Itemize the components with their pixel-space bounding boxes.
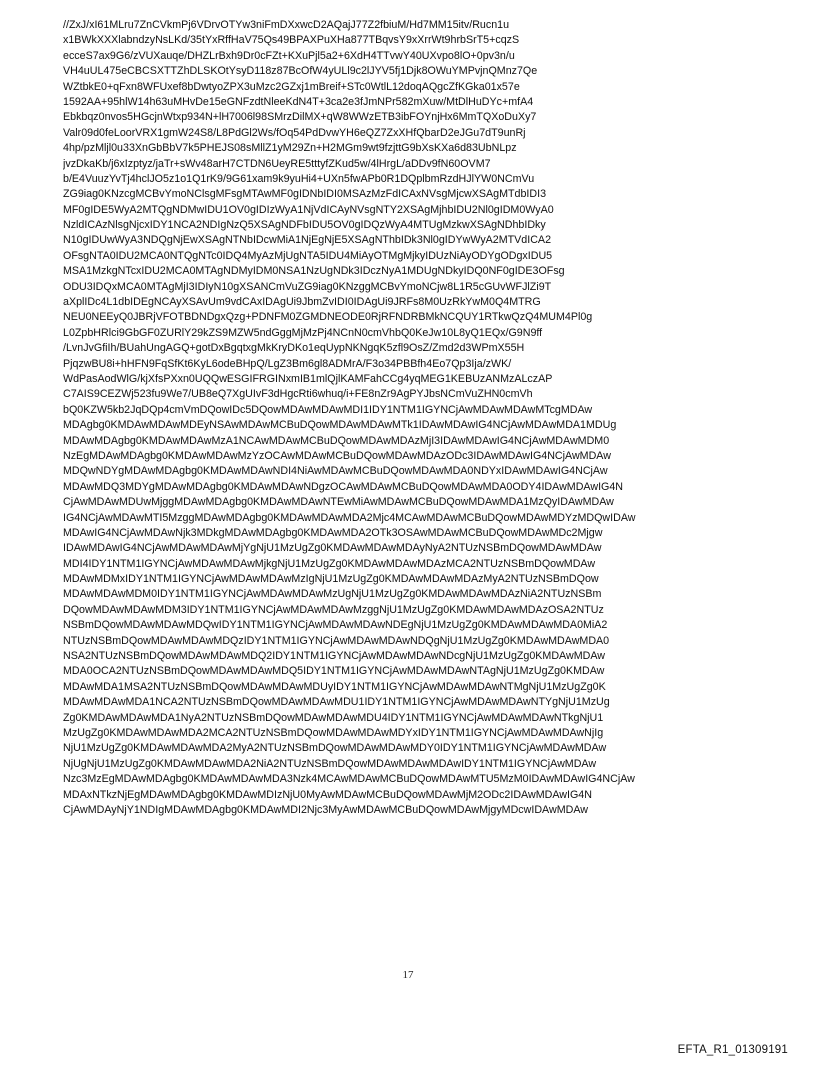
text-line: Ebkbqz0nvos5HGcjnWtxp934N+lH7006l98SMrzDilMX+qW8WWzETB3ibFOYnjHx6MmTQXoDuXy7 <box>63 111 537 124</box>
text-line: N10gIDUwWyA3NDQgNjEwXSAgNTNbIDcwMiA1NjEgNjE5XSAgNThbIDk3Nl0gIDYwWyA2MTVdICA2 <box>63 234 552 247</box>
text-line: ZG9iag0KNzcgMCBvYmoNClsgMFsgMTAwMF0gIDNbIDI0MSAzMzFdICAxNVsgMjcwXSAgMTdbIDI3 <box>63 188 547 201</box>
text-line: NzEgMDAwMDAgbg0KMDAwMDAwMzYzOCAwMDAwMCBuDQowMDAwMDAzODc3IDAwMDAwIG4NCjAwMDAw <box>63 449 611 462</box>
text-line: bQ0KZW5kb2JqDQp4cmVmDQowIDc5DQowMDAwMDAwMDI1IDY1NTM1IGYNCjAwMDAwMDAwMTcgMDAw <box>63 403 593 416</box>
encoded-text-block <box>63 18 763 818</box>
text-line: ODU3IDQxMCA0MTAgMjI3IDIyN10gXSANCmVuZG9iag0KNzggMCBvYmoNCjw8L1R5cGUvWFJlZi9T <box>63 280 552 293</box>
text-line: NTUzNSBmDQowMDAwMDAwMDQzIDY1NTM1IGYNCjAwMDAwMDAwNDQgNjU1MzUgZg0KMDAwMDAwMDA0 <box>63 634 610 647</box>
text-line: NjU1MzUgZg0KMDAwMDAwMDA2MyA2NTUzNSBmDQowMDAwMDAwMDY0IDY1NTM1IGYNCjAwMDAwMDAw <box>63 742 607 755</box>
text-line: /LvnJvGfiIh/BUahUngAGQ+gotDxBgqtxgMkKryDKo1eqUypNKNgqK5zfl9OsZ/Zmd2d3WPmX55H <box>63 342 525 355</box>
text-line: L0ZpbHRlci9GbGF0ZURlY29kZS9MZW5ndGggMjMzPj4NCnN0cmVhbQ0KeJw10L8yQ1EQx/G9N9ff <box>63 326 543 339</box>
text-line: MDAwMDMxIDY1NTM1IGYNCjAwMDAwMDAwMzIgNjU1MzUgZg0KMDAwMDAwMDAzMyA2NTUzNSBmDQow <box>63 573 599 586</box>
text-line: x1BWkXXXlabndzyNsLKd/35tYxRffHaV75Qs49BPAXPuXHa877TBqvsY9xXrrWt9hrbSrT5+cqzS <box>63 34 520 47</box>
text-line: DQowMDAwMDAwMDM3IDY1NTM1IGYNCjAwMDAwMDAwMzggNjU1MzUgZg0KMDAwMDAwMDAzOSA2NTUz <box>63 603 604 616</box>
text-line: WZtbkE0+qFxn8WFUxef8bDwtyoZPX3uMzc2GZxj1mBreif+STc0WtlL12doqAQgcZfKGka01x57e <box>63 80 520 93</box>
text-line: MDAwMDQ3MDYgMDAwMDAgbg0KMDAwMDAwNDgzOCAwMDAwMCBuDQowMDAwMDA0ODY4IDAwMDAwIG4N <box>63 480 624 493</box>
text-line: Nzc3MzEgMDAwMDAgbg0KMDAwMDAwMDA3Nzk4MCAwMDAwMCBuDQowMDAwMTU5MzM0IDAwMDAwIG4NCjAw <box>63 773 635 786</box>
text-line: MDI4IDY1NTM1IGYNCjAwMDAwMDAwMjkgNjU1MzUgZg0KMDAwMDAwMDAzMCA2NTUzNSBmDQowMDAw <box>63 557 596 570</box>
text-line: ecceS7ax9G6/zVUXauqe/DHZLrBxh9Dr0cFZt+KXuPjl5a2+6XdH4TTvwY40UXvpo8lO+0pv3n/u <box>63 49 515 62</box>
text-line: C7AIS9CEZWj523fu9We7/UB8eQ7XgUIvF3dHgcRti6whuq/i+FE8nZr9AgPYJbsNCmVuZHN0cmVh <box>63 388 533 401</box>
text-line: IG4NCjAwMDAwMTI5MzggMDAwMDAgbg0KMDAwMDAwMDA2Mjc4MCAwMDAwMCBuDQowMDAwMDYzMDQwIDAw <box>63 511 636 524</box>
text-line: aXplIDc4L1dbIDEgNCAyXSAvUm9vdCAxIDAgUi9JbmZvIDI0IDAgUi9JRFs8M0UzRkYwM0Q4MTRG <box>63 296 541 309</box>
text-line: PjqzwBU8i+hHFN9FqSfKt6KyL6odeBHpQ/LgZ3Bm6gl8ADMrA/F3o34PBBfh4Eo7Qp3Ija/zWK/ <box>63 357 512 370</box>
text-line: MF0gIDE5WyA2MTQgNDMwIDU1OV0gIDIzWyA1NjVdICAyNVsgNTY2XSAgMjhbIDU2Nl0gIDM0WyA0 <box>63 203 554 216</box>
text-line: NjUgNjU1MzUgZg0KMDAwMDAwMDA2NiA2NTUzNSBmDQowMDAwMDAwMDAwIDY1NTM1IGYNCjAwMDAw <box>63 757 597 770</box>
text-line: Valr09d0feLoorVRX1gmW24S8/L8PdGl2Ws/fOq54PdDvwYH6eQZ7ZxXHfQbarD2eJGu7dT9unRj <box>63 126 526 139</box>
text-line: NSA2NTUzNSBmDQowMDAwMDAwMDQ2IDY1NTM1IGYNCjAwMDAwMDAwNDcgNjU1MzUgZg0KMDAwMDAw <box>63 650 605 663</box>
text-line: 1592AA+95hlW14h63uMHvDe15eGNFzdtNleeKdN4T+3ca2e3fJmNPr582mXuw/MtDlHuDYc+mfA4 <box>63 95 534 108</box>
text-line: NEU0NEEyQ0JBRjVFOTBDNDgxQzg+PDNFM0ZGMDNEODE0RjRFNDRBMkNCQUY1RTkwQzQ4MUM4Pl0g <box>63 311 593 324</box>
text-line: MDAwIG4NCjAwMDAwNjk3MDkgMDAwMDAgbg0KMDAwMDA2OTk3OSAwMDAwMCBuDQowMDAwMDc2Mjgw <box>63 526 603 539</box>
text-line: MDAwMDA1MSA2NTUzNSBmDQowMDAwMDAwMDUyIDY1NTM1IGYNCjAwMDAwMDAwNTMgNjU1MzUgZg0K <box>63 680 606 693</box>
text-line: MDAwMDAgbg0KMDAwMDAwMzA1NCAwMDAwMCBuDQowMDAwMDAzMjI3IDAwMDAwIG4NCjAwMDAwMDM0 <box>63 434 610 447</box>
text-line: 4hp/pzMljl0u33XnGbBbV7k5PHEJS08sMllZ1yM29Zn+H2MGm9wt9fzjttG9bXsKXa6d83UbNLpz <box>63 142 517 155</box>
text-line: OFsgNTA0IDU2MCA0NTQgNTc0IDQ4MyAzMjUgNTA5IDU4MiAyOTMgMjkyIDUzNiAyODYgODgxIDU5 <box>63 249 553 262</box>
text-line: CjAwMDAyNjY1NDIgMDAwMDAgbg0KMDAwMDI2Njc3MyAwMDAwMCBuDQowMDAwMjgyMDcwIDAwMDAw <box>63 803 588 816</box>
text-line: MDAgbg0KMDAwMDAwMDEyNSAwMDAwMCBuDQowMDAwMDAwMTk1IDAwMDAwIG4NCjAwMDAwMDA1MDUg <box>63 419 617 432</box>
text-line: //ZxJ/xI61MLru7ZnCVkmPj6VDrvOTYw3niFmDXxwcD2AQajJ77Z2fbiuM/Hd7MM15itv/Rucn1u <box>63 19 510 31</box>
page-number: 17 <box>402 969 414 981</box>
text-line: MSA1MzkgNTcxIDU2MCA0MTAgNDMyIDM0NSA1NzUgNDk3IDczNyA1MDUgNDkyIDQ0NF0gIDE3OFsg <box>63 265 565 278</box>
text-line: MDQwNDYgMDAwMDAgbg0KMDAwMDAwNDI4NiAwMDAwMCBuDQowMDAwMDA0NDYxIDAwMDAwIG4NCjAw <box>63 465 608 478</box>
text-line: b/E4VuuzYvTj4hclJO5z1o1Q1rK9/9G61xam9k9yuHi4+UXn5fwAPb0R1DQplbmRzdHJlYW0NCmVu <box>63 172 535 185</box>
text-line: Zg0KMDAwMDAwMDA1NyA2NTUzNSBmDQowMDAwMDAwMDU4IDY1NTM1IGYNCjAwMDAwMDAwNTkgNjU1 <box>63 711 604 724</box>
text-line: VH4uUL475eCBCSXTTZhDLSKOtYsyD118z87BcOfW4yULl9c2lJYV5fj1Djk8OWuYMPvjnQMnz7Qe <box>63 65 538 78</box>
text-line: MDAxNTkzNjEgMDAwMDAgbg0KMDAwMDIzNjU0MyAwMDAwMCBuDQowMDAwMjM2ODc2IDAwMDAwIG4N <box>63 788 592 801</box>
text-line: CjAwMDAwMDUwMjggMDAwMDAgbg0KMDAwMDAwNTEwMiAwMDAwMCBuDQowMDAwMDA1MzQyIDAwMDAw <box>63 496 614 509</box>
text-line: MDAwMDAwMDA1NCA2NTUzNSBmDQowMDAwMDAwMDU1IDY1NTM1IGYNCjAwMDAwMDAwNTYgNjU1MzUg <box>63 696 610 709</box>
document-id: EFTA_R1_01309191 <box>677 1044 788 1056</box>
text-line: MDA0OCA2NTUzNSBmDQowMDAwMDAwMDQ5IDY1NTM1IGYNCjAwMDAwMDAwNTAgNjU1MzUgZg0KMDAw <box>63 665 605 678</box>
text-line: NSBmDQowMDAwMDAwMDQwIDY1NTM1IGYNCjAwMDAwMDAwNDEgNjU1MzUgZg0KMDAwMDAwMDA0MiA2 <box>63 619 608 632</box>
text-line: WdPasAodWlG/kjXfsPXxn0UQQwESGIFRGINxmIB1mlQjlKAMFahCCg4yqMEG1KEBUzANMzALczAP <box>63 372 553 385</box>
text-line: MzUgZg0KMDAwMDAwMDA2MCA2NTUzNSBmDQowMDAwMDAwMDYxIDY1NTM1IGYNCjAwMDAwMDAwNjIg <box>63 726 604 739</box>
text-line: jvzDkaKb/j6xIzptyz/jaTr+sWv48arH7CTDN6UeyRE5tttyfZKud5w/4lHrgL/aDDv9fN60OVM7 <box>63 157 491 170</box>
text-line: NzldICAzNlsgNjcxIDY1NCA2NDIgNzQ5XSAgNDFbIDU5OV0gIDQzWyA4MTUgMzkwXSAgNDhbIDky <box>63 219 546 232</box>
text-line: IDAwMDAwIG4NCjAwMDAwMDAwMjYgNjU1MzUgZg0KMDAwMDAwMDAyNyA2NTUzNSBmDQowMDAwMDAw <box>63 542 602 555</box>
text-line: MDAwMDAwMDM0IDY1NTM1IGYNCjAwMDAwMDAwMzUgNjU1MzUgZg0KMDAwMDAwMDAzNiA2NTUzNSBm <box>63 588 602 601</box>
